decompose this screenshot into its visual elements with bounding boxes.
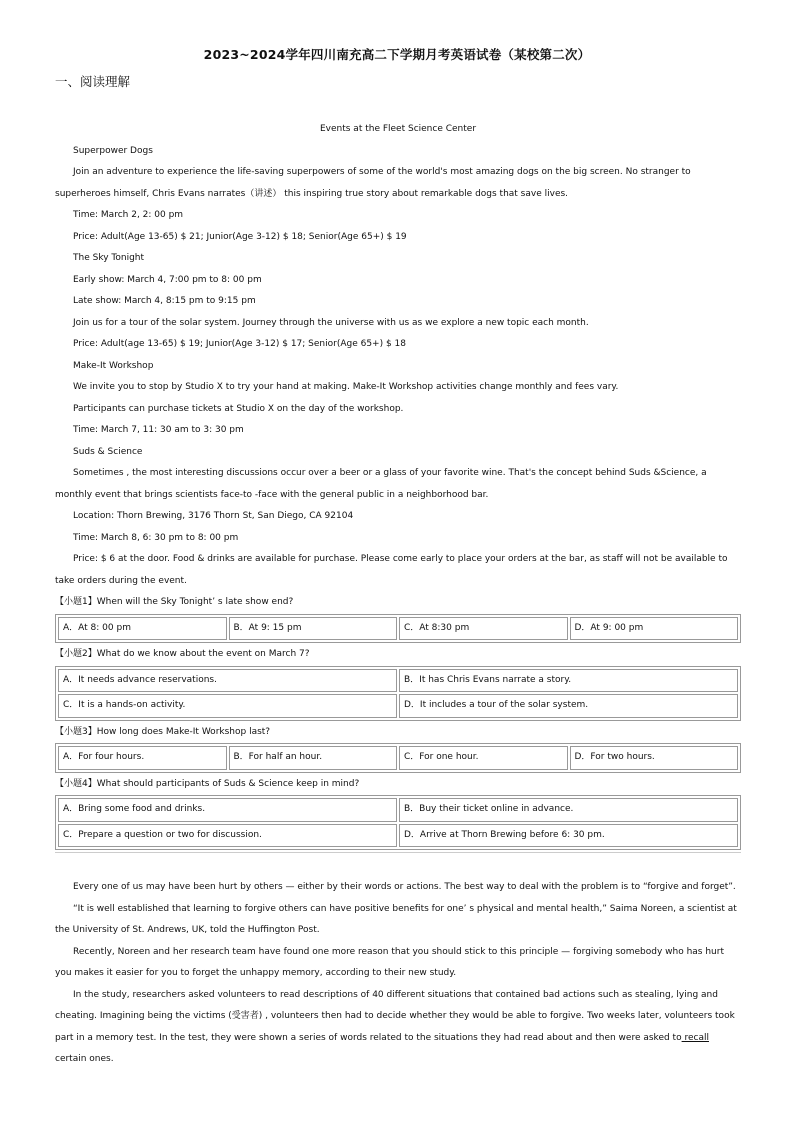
options-table [55, 795, 741, 850]
info-line: Price: Adult(age 13-65) $ 19; Junior(Age 3-12) $ 17; Senior(Age 65+) $ 18 [73, 339, 407, 349]
exam-title: 2023~2024学年四川南充高二下学期月考英语试卷（某校第二次） [203, 47, 591, 62]
answer-option[interactable]: A．It needs advance reservations. [58, 669, 397, 693]
answer-option[interactable]: B．It has Chris Evans narrate a story. [399, 669, 738, 693]
options-row [58, 824, 738, 848]
passage-2 [55, 877, 741, 1071]
info-line: Price: Adult(Age 13-65) $ 21; Junior(Age 3-12) $ 18; Senior(Age 65+) $ 19 [73, 231, 407, 242]
options-row [58, 694, 738, 718]
answer-option[interactable]: C．At 8:30 pm [399, 617, 568, 641]
paragraph: Every one of us may have been hurt by others — either by their words or actions. The best way to deal with the problem is to “forgive and forget”. [73, 882, 736, 892]
info-line: Time: March 7, 11: 30 am to 3: 30 pm [73, 425, 244, 435]
question-block [55, 592, 741, 850]
paragraph: Join an adventure to experience the life-saving superpowers of some of the world's most amazing dogs on the big screen. No stranger to superheroes himself, Chris Evans narrates（讲述） this inspiring true story about remarkable dogs that save lives. [55, 167, 691, 199]
question-stem: 【小题2】What do we know about the event on March 7? [55, 649, 310, 659]
paragraph [55, 985, 741, 1071]
options-row [58, 746, 738, 770]
options-table [55, 614, 741, 644]
paragraph-text: certain ones. [55, 1054, 114, 1064]
info-line: Participants can purchase tickets at Studio X on the day of the workshop. [73, 403, 404, 414]
options-row [58, 798, 738, 822]
info-line: Suds & Science [73, 446, 143, 457]
info-line: The Sky Tonight [73, 253, 145, 263]
passage-title: Events at the Fleet Science Center [319, 124, 477, 134]
info-line: Early show: March 4, 7:00 pm to 8: 00 pm [73, 274, 262, 285]
answer-option[interactable]: C．Prepare a question or two for discussion. [58, 824, 397, 848]
options-table [55, 666, 741, 721]
options-table [55, 743, 741, 773]
answer-option[interactable]: B．For half an hour. [229, 746, 398, 770]
info-line: Time: March 2, 2: 00 pm [73, 210, 184, 220]
answer-option[interactable]: D．Arrive at Thorn Brewing before 6: 30 pm. [399, 824, 738, 848]
info-line: Late show: March 4, 8:15 pm to 9:15 pm [73, 296, 256, 306]
info-line: We invite you to stop by Studio X to try your hand at making. Make-It Workshop activities change monthly and fees vary. [73, 382, 619, 392]
paragraph: “It is well established that learning to forgive others can have positive benefits for one’ s physical and mental health,” Saima Noreen, a scientist at the University of St. Andrews, UK, told the Huffington Post. [55, 903, 737, 935]
answer-option[interactable]: A．Bring some food and drinks. [58, 798, 397, 822]
info-line: Join us for a tour of the solar system. Journey through the universe with us as we explore a new topic each month. [73, 317, 589, 328]
paragraph-text: In the study, researchers asked volunteers to read descriptions of 40 different situations that contained bad actions such as stealing, lying and cheating. Imagining being the victims (受害者) , volunteers then had to decide whether they would be able to forgive. Two weeks later, volunteers took part in a memory test. In the test, they were shown a series of words related to the situations they had read about and then were asked to [55, 989, 735, 1043]
options-row [58, 669, 738, 693]
passage-1-body [55, 141, 741, 593]
section-heading: 一、阅读理解 [55, 74, 131, 89]
question-stem: 【小题1】When will the Sky Tonight’ s late show end? [55, 597, 294, 607]
answer-option[interactable]: D．At 9: 00 pm [570, 617, 739, 641]
section-divider [55, 852, 741, 853]
question-stem: 【小题3】How long does Make-It Workshop last? [55, 726, 271, 737]
answer-option[interactable]: B．Buy their ticket online in advance. [399, 798, 738, 822]
info-line: Superpower Dogs [73, 145, 153, 156]
options-row [58, 617, 738, 641]
info-line: Time: March 8, 6: 30 pm to 8: 00 pm [73, 532, 239, 543]
paragraph: Sometimes , the most interesting discussions occur over a beer or a glass of your favorite wine. That's the concept behind Suds &Science, a monthly event that brings scientists face-to -face with the general public in a neighborhood bar. [55, 468, 707, 500]
answer-option[interactable]: C．It is a hands-on activity. [58, 694, 397, 718]
answer-option[interactable]: B．At 9: 15 pm [229, 617, 398, 641]
paragraph: Recently, Noreen and her research team have found one more reason that you should stick to this principle — forgiving somebody who has hurt you makes it easier for you to forget the unhappy memory, according to their new study. [55, 946, 724, 978]
answer-option[interactable]: C．For one hour. [399, 746, 568, 770]
info-line: Make-It Workshop [73, 360, 154, 371]
answer-option[interactable]: D．It includes a tour of the solar system. [399, 694, 738, 718]
answer-option[interactable]: A．At 8: 00 pm [58, 617, 227, 641]
info-line: Location: Thorn Brewing, 3176 Thorn St, San Diego, CA 92104 [73, 511, 354, 521]
question-stem: 【小题4】What should participants of Suds & Science keep in mind? [55, 778, 360, 789]
answer-option[interactable]: A．For four hours. [58, 746, 227, 770]
passage-1 [55, 119, 741, 851]
paragraph: Price: $ 6 at the door. Food & drinks are available for purchase. Please come early to place your orders at the bar, as staff will not be available to take orders during the event. [55, 554, 728, 586]
answer-option[interactable]: D．For two hours. [570, 746, 739, 770]
underlined-word: recall [681, 1032, 709, 1043]
